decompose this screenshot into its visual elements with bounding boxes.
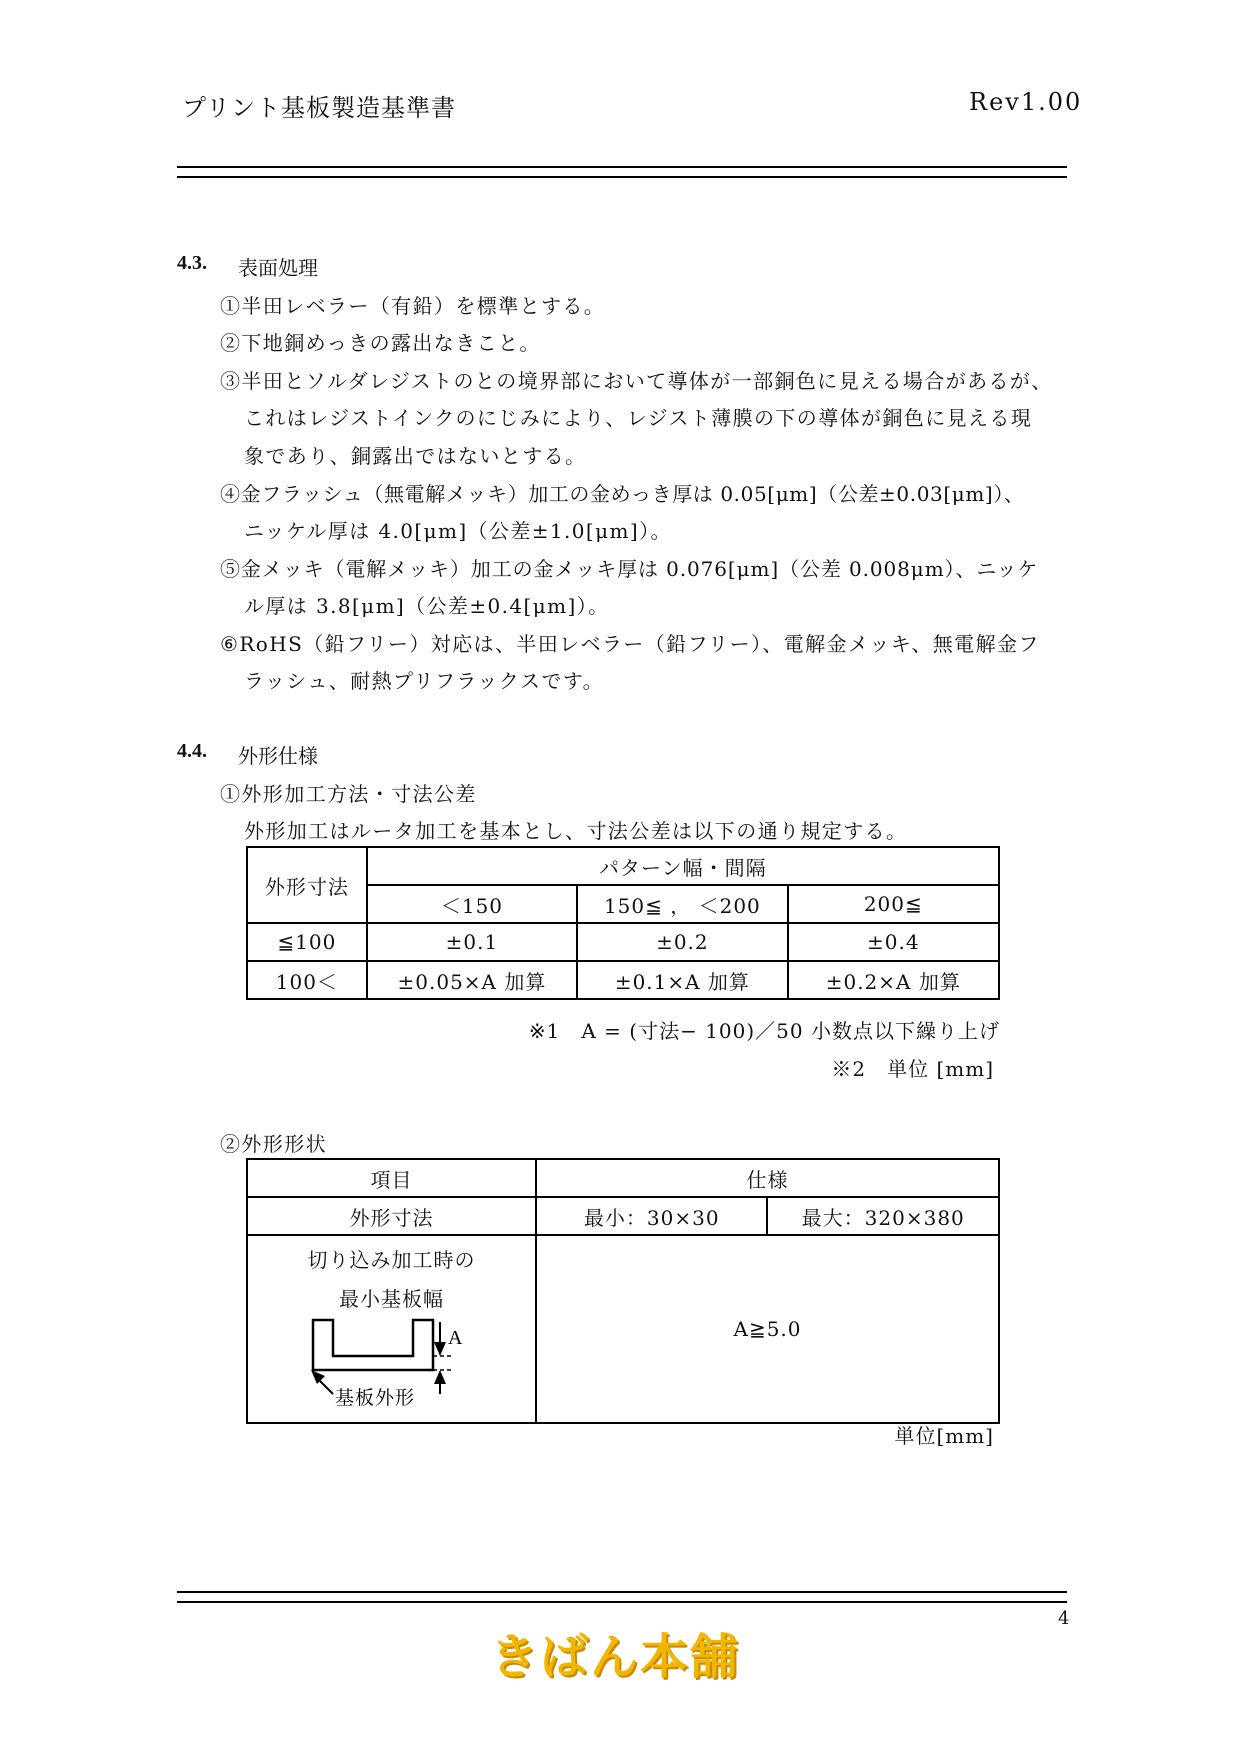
cutout-label-cell <box>247 1235 536 1423</box>
revision-label: Rev1.00 <box>969 88 1083 116</box>
footer-rule-bottom <box>177 1601 1067 1603</box>
board-outline-label: 基板外形 <box>335 1387 416 1409</box>
outline-method-text: 外形加工はルータ加工を基本とし、寸法公差は以下の通り規定する。 <box>244 819 908 843</box>
shape-row-label: 外形寸法 <box>247 1197 536 1235</box>
surface-item-5: ⑤金メッキ（電解メッキ）加工の金メッキ厚は 0.076[μm]（公差 0.008μm）、ニッケ <box>220 557 1039 581</box>
document-title: プリント基板製造基準書 <box>182 94 457 122</box>
tolerance-row-label: ≦100 <box>247 923 367 961</box>
surface-item-2: ②下地銅めっきの露出なきこと。 <box>220 331 541 355</box>
unit-note: 単位[mm] <box>894 1424 994 1448</box>
shape-max-size: 最大：320×380 <box>767 1197 999 1235</box>
table-row <box>247 1197 999 1235</box>
table-row <box>247 923 999 961</box>
outline-shape-table <box>246 1158 1000 1424</box>
surface-item-4: ④金フラッシュ（無電解メッキ）加工の金めっき厚は 0.05[μm]（公差±0.03[μm]）、 <box>220 482 1025 506</box>
header-rule-top <box>177 166 1067 168</box>
tolerance-col-header: 200≦ <box>788 885 999 923</box>
section-4-4-number: 4.4. <box>177 740 207 762</box>
outline-method-heading: ①外形加工方法・寸法公差 <box>220 782 477 806</box>
surface-item-5-cont: ル厚は 3.8[μm]（公差±0.4[μm]）。 <box>244 594 610 618</box>
cutout-min-width-value: A≧5.0 <box>536 1235 999 1423</box>
tolerance-col-header: 150≦ ， ＜200 <box>577 885 787 923</box>
tolerance-col-header: ＜150 <box>367 885 577 923</box>
section-4-4-title: 外形仕様 <box>238 744 318 768</box>
cutout-diagram <box>303 1314 503 1414</box>
tolerance-cell: ±0.1×A 加算 <box>577 961 787 999</box>
tolerance-cell: ±0.2×A 加算 <box>788 961 999 999</box>
surface-item-3: ③半田とソルダレジストのとの境界部において導体が一部銅色に見える場合があるが、 <box>220 369 1053 393</box>
surface-item-6-cont: ラッシュ、耐熱プリフラックスです。 <box>244 669 604 693</box>
cutout-label-line-1: 切り込み加工時の <box>307 1248 476 1272</box>
tolerance-corner-header: 外形寸法 <box>247 847 367 923</box>
tolerance-cell: ±0.2 <box>577 923 787 961</box>
tolerance-table <box>246 846 1000 1000</box>
page-number: 4 <box>1058 1608 1070 1629</box>
kibanhonpo-logo: きばん本舗 <box>490 1629 741 1685</box>
tolerance-note-2: ※2 単位 [mm] <box>831 1057 994 1081</box>
tolerance-cell: ±0.1 <box>367 923 577 961</box>
section-4-3-title: 表面処理 <box>238 256 318 280</box>
section-4-3-number: 4.3. <box>177 252 207 274</box>
surface-item-4-cont: ニッケル厚は 4.0[μm]（公差±1.0[μm]）。 <box>244 519 672 543</box>
tolerance-cell: ±0.05×A 加算 <box>367 961 577 999</box>
header-rule-bottom <box>177 176 1067 178</box>
cutout-label-line-2: 最小基板幅 <box>339 1287 445 1311</box>
surface-item-1: ①半田レベラー（有鉛）を標準とする。 <box>220 294 606 318</box>
table-row <box>247 961 999 999</box>
outline-shape-heading: ②外形形状 <box>220 1132 327 1156</box>
surface-item-6: ⑥RoHS（鉛フリー）対応は、半田レベラー（鉛フリー）、電解金メッキ、無電解金フ <box>220 632 1040 656</box>
table-row <box>247 1235 999 1423</box>
shape-min-size: 最小：30×30 <box>536 1197 767 1235</box>
surface-item-3-cont-2: 象であり、銅露出ではないとする。 <box>244 444 587 468</box>
dimension-a-label: A <box>448 1327 464 1349</box>
shape-header-item: 項目 <box>247 1159 536 1197</box>
tolerance-row-label: 100＜ <box>247 961 367 999</box>
tolerance-note-1: ※1 A = (寸法− 100)／50 小数点以下繰り上げ <box>528 1019 1000 1043</box>
footer-rule-top <box>177 1591 1067 1593</box>
tolerance-group-header: パターン幅・間隔 <box>367 847 999 885</box>
surface-item-3-cont-1: これはレジストインクのにじみにより、レジスト薄膜の下の導体が銅色に見える現 <box>244 406 1033 430</box>
tolerance-cell: ±0.4 <box>788 923 999 961</box>
shape-header-spec: 仕様 <box>536 1159 999 1197</box>
